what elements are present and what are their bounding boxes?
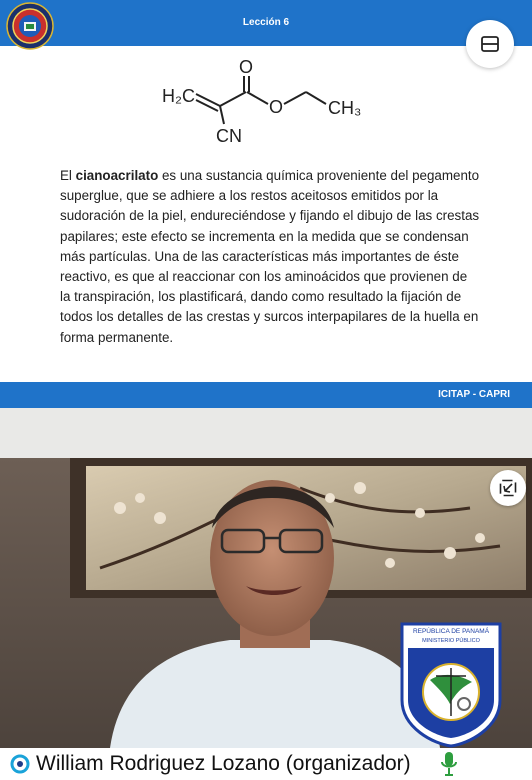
minimize-video-button[interactable] xyxy=(490,470,526,506)
forensic-institute-seal xyxy=(398,620,504,748)
collapse-arrow-icon xyxy=(499,479,517,497)
paragraph-body: es una sustancia química proveniente del pegamento superglue, que se adhiere a los restos aceitosos emitidos por la sudoración de la piel, endureciéndose y fijando el dibujo de las crestas papilares; este efecto se incrementa en la medida que se condensan más partículas. Una de las características más importantes de éste reactivo, es que al reaccionar con los aminoácidos que provienen de la transpiración, los plastificará, dando como resultado la fijación de todos los detalles de las crestas y surcos interpapilares de la huella en forma permanente. xyxy=(60,168,480,345)
speaking-indicator-icon xyxy=(10,754,30,774)
seal-second-line: MINISTERIO PÚBLICO xyxy=(422,638,480,644)
institution-logo xyxy=(6,2,54,50)
microphone-icon[interactable] xyxy=(440,751,458,777)
label-ch3: CH₃ xyxy=(328,98,362,118)
slide-paragraph xyxy=(60,166,480,348)
slide-footer-bar xyxy=(0,382,532,408)
paragraph-highlight: cianoacrilato xyxy=(75,168,159,183)
label-h2c: H₂C xyxy=(162,86,195,106)
label-ester-o: O xyxy=(269,97,284,117)
paragraph-prefix: El xyxy=(60,168,76,183)
slide-header-bar xyxy=(0,0,532,46)
slide-title: Lección 6 xyxy=(242,17,290,28)
participant-name: William Rodriguez Lozano (organizador) xyxy=(36,752,411,775)
cyanoacrylate-structure xyxy=(150,58,390,148)
footer-label: ICITAP - CAPRI xyxy=(438,389,510,400)
seal-top-line: REPÚBLICA DE PANAMÁ xyxy=(412,628,490,635)
label-carbonyl-o: O xyxy=(239,58,254,77)
label-cn: CN xyxy=(216,126,242,146)
layout-toggle-button[interactable] xyxy=(466,20,514,68)
layout-toggle-icon xyxy=(481,36,499,52)
